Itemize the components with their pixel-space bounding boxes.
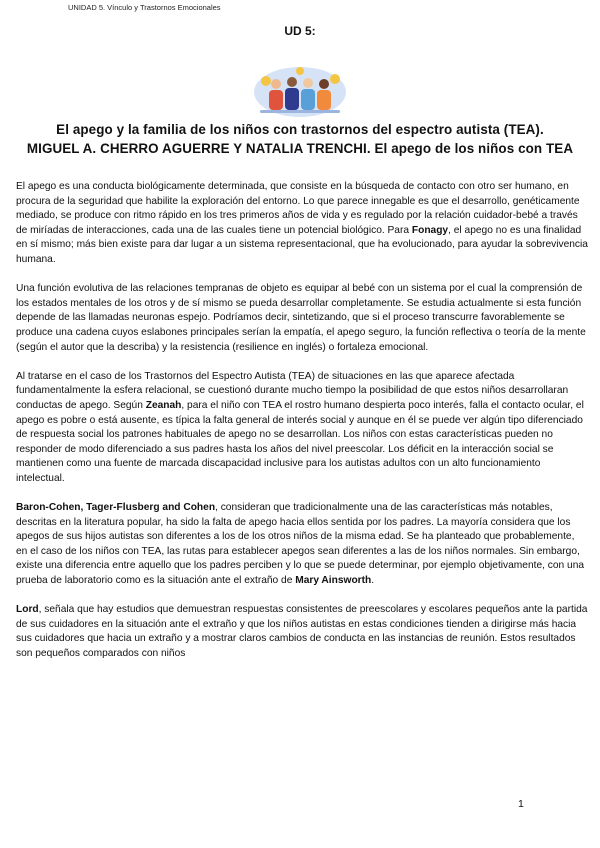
document-title (14, 120, 586, 158)
paragraph (16, 370, 588, 487)
people-emotions-illustration (252, 62, 348, 118)
text-segment: , el apego no es una finalidad en sí mismo; más bien existe para dar lugar a un sistema representacional, que ha evolucionado, para ayudar la sobrevivencia humana. (16, 224, 588, 265)
unit-label: UD 5: (284, 24, 316, 38)
paragraph (16, 603, 588, 661)
text-segment: Al tratarse en el caso de los Trastornos del Espectro Autista (TEA) de situaciones en las que aparece afectada fundamentalmente la esfera relacional, se cuestionó durante mucho tiempo la posibilidad de que estos niños desarrollaran conductas de apego. Según (16, 370, 569, 411)
text-segment: , señala que hay estudios que demuestran respuestas consistentes de preescolares y escolares pequeños ante la partida de sus cuidadores en la situación ante el extraño y que los niños autistas en estas condiciones tienden a dirigirse más hacia sus cuidadores que hacia un extraño y a mostrar claros cambios de conducta en las instancias de reunión. Estos resultados son pequeños comparados con niños (16, 604, 588, 659)
text-segment: . (371, 575, 375, 587)
bold-text: Mary Ainsworth (295, 575, 372, 587)
text-segment: , consideran que tradicionalmente una de las características más notables, descritas en la literatura popular, ha sido la falta de apego hacia ellos sentida por los padres. La mayoría considera que los apegos de sus hijos autistas son diferentes a los de los otros niños de la misma edad. Se ha planteado que probablemente, en el caso de los niños con TEA, las rutas para establecer apegos sean diferentes a las de los niños normales. Sin embargo, existe una diferencia entre aquello que los padres perciben y lo que se puede determinar, por ejemplo objetivamente, con una prueba de laboratorio como es la situación ante el extraño de (16, 502, 585, 587)
title-line-2: MIGUEL A. CHERRO AGUERRE Y NATALIA TRENCHI. El apego de los niños con TEA (26, 141, 574, 156)
body-text (16, 180, 588, 676)
text-segment: El apego es una conducta biológicamente determinada, que consiste en la búsqueda de contacto con otro ser humano, en procura de la seguridad que habilite la exploración del entorno. Lo que parece innegable es que el desarrollo, genéticamente mediado, se produce con ritmo rápido en los tres primeros años de vida y es regulado por la relación cuidador-bebé a través de miríadas de interacciones, cada una de las cuales tiene un potencial biológico. Para (16, 181, 580, 236)
title-line-1: El apego y la familia de los niños con trastornos del espectro autista (TEA). (56, 122, 544, 137)
bold-text: Zeanah (145, 399, 182, 411)
text-segment: , para el niño con TEA el rostro humano despierta poco interés, falla el contacto ocular, el apego es pobre o está ausente, es típica la falta general de interés social y aunque en él se puede ver algún tipo diferenciado de respuesta social los patrones habituales de apego no se desarrollan. Los niños con estas características pueden no responder de modo diferenciado a sus padres hasta los años del nivel preescolar. Los déficit en la interacción social se mantienen como una fuente de marcada discapacidad inclusive para los autistas adultos con un alto funcionamiento intelectual. (16, 399, 584, 484)
running-header: UNIDAD 5. Vínculo y Trastornos Emocionales (68, 3, 221, 12)
page-number: 1 (518, 798, 524, 810)
text-segment: Una función evolutiva de las relaciones tempranas de objeto es equipar al bebé con un sistema por el cual la comprensión de los estados mentales de los otros y de sí mismo se pueda desarrollar completamente. Se estudia actualmente si esta función depende de las llamadas neuronas espejo. Podríamos decir, sintetizando, que si el proceso transcurre favorablemente se produce una cadena cuyos eslabones principales serían la empatía, el apego seguro, la función reflectiva o teoría de la mente (según el autor que la describa) y la resistencia (resilience en inglés) o fortaleza emocional. (16, 283, 586, 353)
paragraph (16, 180, 588, 268)
paragraph (16, 501, 588, 589)
bold-text: Lord (16, 604, 39, 616)
bold-text: Baron-Cohen, Tager-Flusberg and Cohen (16, 502, 216, 514)
bold-text: Fonagy (411, 224, 449, 236)
paragraph (16, 282, 588, 355)
